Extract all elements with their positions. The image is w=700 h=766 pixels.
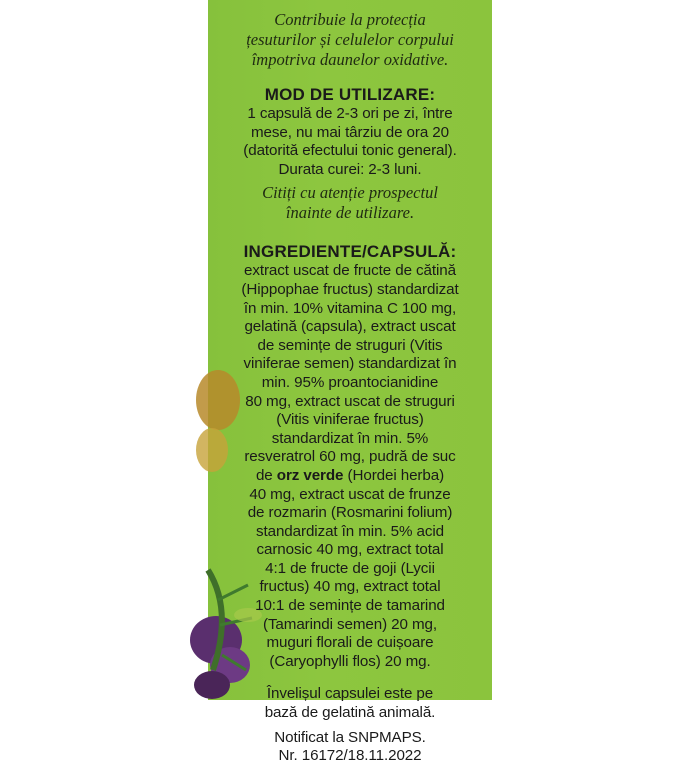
ingredient-line: standardizat în min. 5% acid (256, 522, 444, 540)
barley-prefix: de (255, 466, 277, 484)
usage-line: (datorită efectului tonic general). (243, 142, 457, 160)
ingredient-line: 10:1 de semințe de tamarind (255, 597, 445, 615)
ingredient-line: (Tamarindi semen) 20 mg, (262, 615, 437, 633)
ingredient-line: 80 mg, extract uscat de struguri (245, 392, 455, 410)
ingredient-line: 4:1 de fructe de goji (Lycii (265, 559, 435, 577)
label-panel (208, 0, 492, 765)
usage-heading: MOD DE UTILIZARE: (264, 85, 436, 104)
barley-suffix: (Hordei herba) (343, 466, 445, 484)
ingredient-line: (Hippophae fructus) standardizat (241, 280, 459, 298)
intro-line: împotriva daunelor oxidative. (251, 50, 449, 69)
ingredient-line: min. 95% proantocianidine (261, 373, 439, 391)
ingredient-line: (Vitis viniferae fructus) (276, 411, 424, 429)
ingredient-line: carnosic 40 mg, extract total (256, 541, 444, 559)
ingredient-line: extract uscat de fructe de cătină (244, 262, 456, 280)
ingredient-line: 40 mg, extract uscat de frunze (249, 485, 451, 503)
ingredient-line: (Caryophylli flos) 20 mg. (269, 652, 431, 670)
ingredient-line: gelatină (capsula), extract uscat (244, 318, 456, 336)
notification (208, 729, 492, 766)
capsule-note (208, 685, 492, 722)
ingredient-line: de semințe de struguri (Vitis (257, 336, 443, 354)
ingredient-line-barley (208, 467, 492, 486)
usage-line: 1 capsulă de 2-3 ori pe zi, între (247, 105, 453, 122)
ingredient-line: standardizat în min. 5% (271, 429, 429, 447)
usage-note-line: înainte de utilizare. (285, 203, 415, 223)
ingredient-line: viniferae semen) standardizat în (243, 355, 457, 373)
usage-section (208, 84, 492, 223)
ingredient-line: muguri florali de cuișoare (266, 634, 434, 652)
ingredient-line: fructus) 40 mg, extract total (259, 578, 441, 596)
usage-line: Durata curei: 2-3 luni. (278, 160, 422, 178)
usage-line: mese, nu mai târziu de ora 20 (250, 123, 450, 141)
ingredients-section (208, 241, 492, 671)
barley-bold: orz verde (276, 466, 344, 484)
intro-line: țesuturilor și celulelor corpului (246, 30, 454, 49)
intro-line: Contribuie la protecția (274, 10, 426, 29)
ingredients-heading: INGREDIENTE/CAPSULĂ: (243, 242, 457, 262)
capsule-note-line: bază de gelatină animală. (264, 704, 436, 722)
capsule-note-line: Învelișul capsulei este pe (266, 685, 434, 703)
usage-note-line: Citiți cu atenție prospectul (262, 183, 438, 203)
ingredient-line: în min. 10% vitamina C 100 mg, (243, 299, 457, 317)
intro-text (208, 10, 492, 70)
ingredient-line: de rozmarin (Rosmarini folium) (247, 504, 453, 522)
ingredient-line: resveratrol 60 mg, pudră de suc (244, 448, 456, 466)
notification-line: Notificat la SNPMAPS. (274, 728, 426, 746)
notification-line: Nr. 16172/18.11.2022 (278, 747, 422, 765)
label-text (208, 10, 492, 766)
